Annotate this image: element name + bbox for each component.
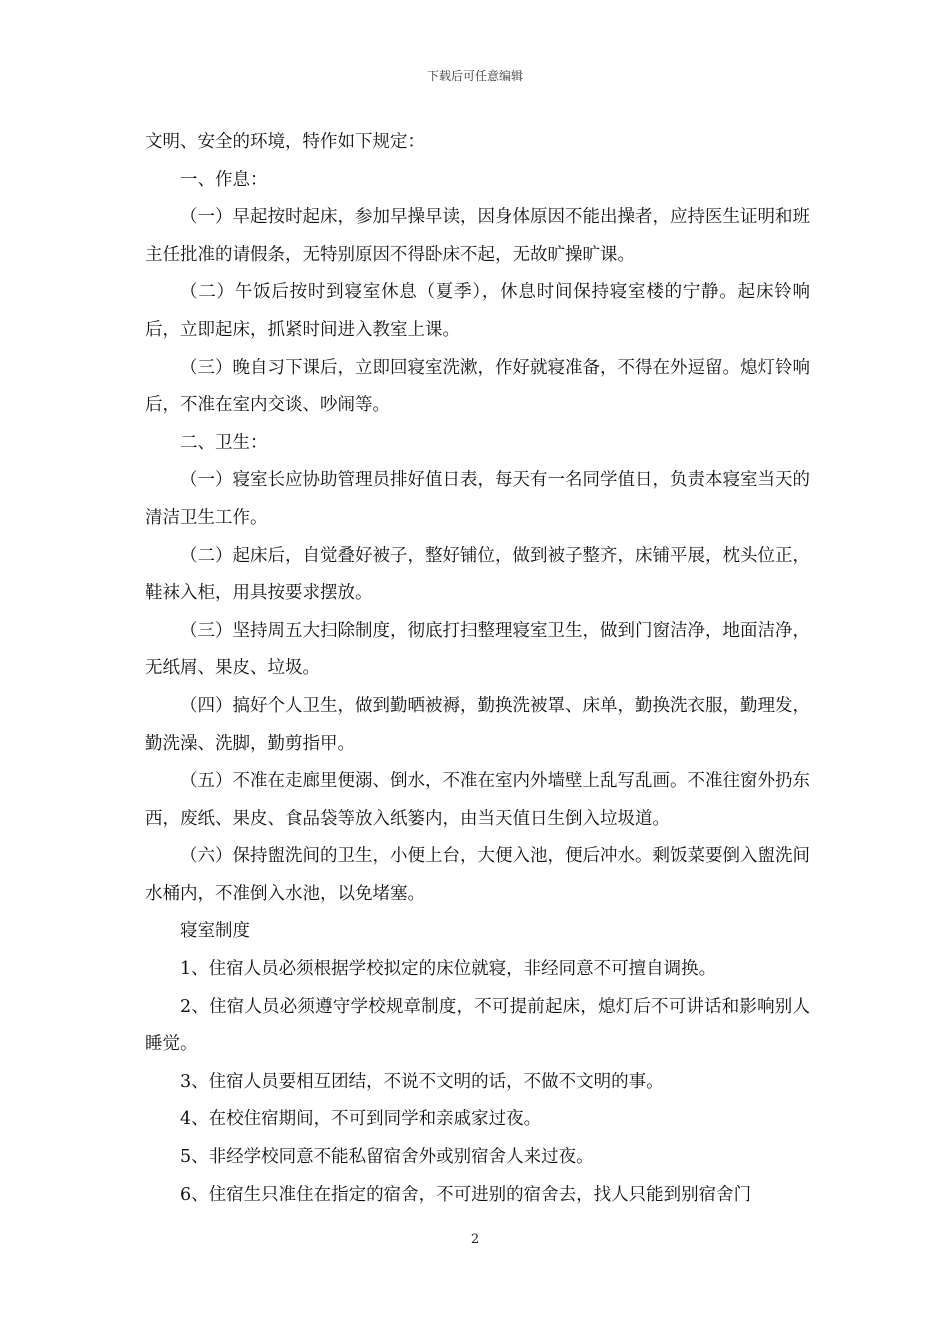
paragraph: （三）晚自习下课后，立即回寝室洗漱，作好就寝准备，不得在外逗留。熄灯铃响后，不准在室内交谈、吵闹等。 (145, 357, 810, 416)
page-header: 下载后可任意编辑 (426, 69, 523, 83)
paragraph: 5、非经学校同意不能私留宿舍外或别宿舍人来过夜。 (180, 1147, 594, 1168)
paragraph: 寝室制度 (180, 921, 250, 942)
paragraph: （二）午饭后按时到寝室休息（夏季），休息时间保持寝室楼的宁静。起床铃响后，立即起床，抓紧时间进入教室上课。 (145, 282, 810, 340)
paragraph: （一）寝室长应协助管理员排好值日表，每天有一名同学值日，负责本寝室当天的清洁卫生工作。 (145, 470, 810, 528)
paragraph: 1、住宿人员必须根据学校拟定的床位就寝，非经同意不可擅自调换。 (180, 959, 717, 980)
paragraph: 6、住宿生只准住在指定的宿舍，不可进别的宿舍去，找人只能到别宿舍门 (180, 1184, 752, 1205)
paragraph: （六）保持盥洗间的卫生，小便上台，大便入池，便后冲水。剩饭菜要倒入盥洗间水桶内，不准倒入水池，以免堵塞。 (145, 846, 810, 904)
paragraph: 2、住宿人员必须遵守学校规章制度，不可提前起床，熄灯后不可讲话和影响别人睡觉。 (145, 996, 810, 1055)
document-body (145, 124, 810, 1214)
paragraph: 文明、安全的环境，特作如下规定： (145, 132, 425, 152)
paragraph: （五）不准在走廊里便溺、倒水，不准在室内外墙壁上乱写乱画。不准往窗外扔东西，废纸、果皮、食品袋等放入纸篓内，由当天值日生倒入垃圾道。 (145, 771, 810, 829)
paragraph: 二、卫生： (180, 432, 268, 453)
paragraph: （二）起床后，自觉叠好被子，整好铺位，做到被子整齐，床铺平展，枕头位正，鞋袜入柜，用具按要求摆放。 (145, 545, 810, 604)
paragraph: 一、作息： (180, 169, 268, 190)
page-number: 2 (470, 1232, 480, 1247)
paragraph: 4、在校住宿期间，不可到同学和亲戚家过夜。 (180, 1109, 542, 1130)
paragraph: 3、住宿人员要相互团结，不说不文明的话，不做不文明的事。 (180, 1071, 664, 1092)
paragraph: （一）早起按时起床，参加早操早读，因身体原因不能出操者，应持医生证明和班主任批准的请假条，无特别原因不得卧床不起，无故旷操旷课。 (145, 207, 810, 265)
paragraph: （三）坚持周五大扫除制度，彻底打扫整理寝室卫生，做到门窗洁净，地面洁净，无纸屑、果皮、垃圾。 (145, 620, 810, 679)
paragraph: （四）搞好个人卫生，做到勤晒被褥，勤换洗被罩、床单，勤换洗衣服，勤理发，勤洗澡、洗脚，勤剪指甲。 (145, 695, 810, 754)
